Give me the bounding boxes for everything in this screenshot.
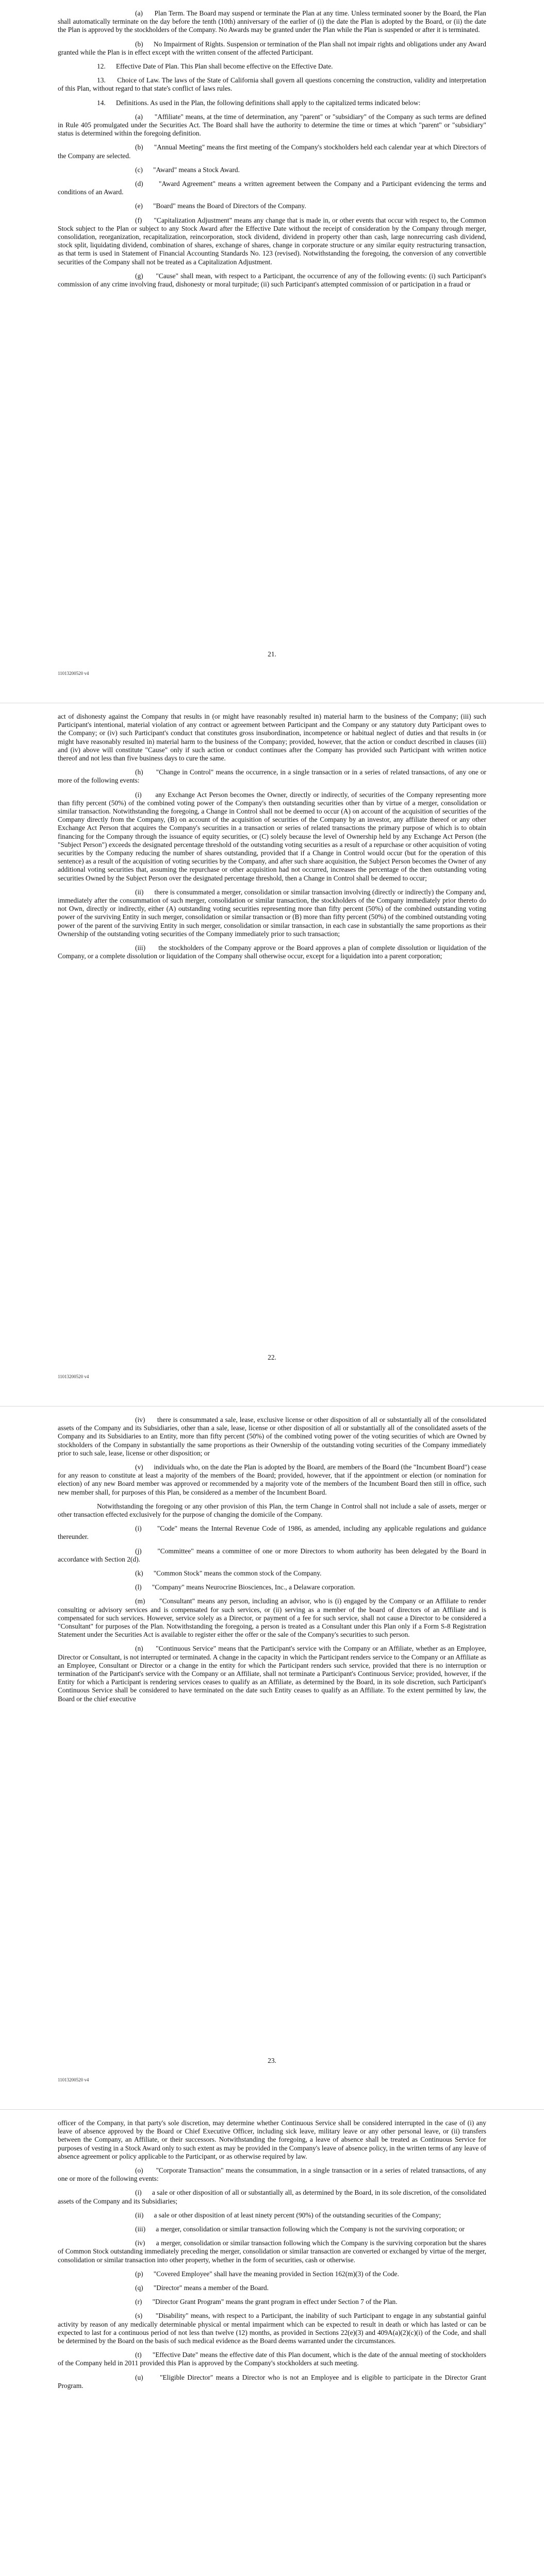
paragraph: (v) individuals who, on the date the Plan is adopted by the Board, are members of the Board (the "Incumbent Board") cease for any reason to constitute at least a majority of the members of the Board; provided, however, that if the appointment or election (or nomination for election) of any new Board member was approved or recommended by a majority vote of the members of the Incumbent Board then still in office, such new member shall, for purposes of this Plan, be considered as a member of the Incumbent Board. — [58, 1463, 486, 1496]
page-24 — [0, 2110, 544, 2576]
paragraph: (d) "Award Agreement" means a written agreement between the Company and a Participant evidencing the terms and conditions of an Award. — [58, 180, 486, 196]
paragraph: (h) "Change in Control" means the occurrence, in a single transaction or in a series of related transactions, of any one or more of the following events: — [58, 768, 486, 785]
paragraph: (t) "Effective Date" means the effective date of this Plan document, which is the date of the annual meeting of stockholders of the Company held in 2011 provided this Plan is approved by the Company's stockholders at such meeting. — [58, 2351, 486, 2367]
paragraph: (p) "Covered Employee" shall have the meaning provided in Section 162(m)(3) of the Code. — [135, 2269, 399, 2278]
document-id: 11013200520 v4 — [58, 671, 89, 676]
paragraph: (a) Plan Term. The Board may suspend or terminate the Plan at any time. Unless terminated sooner by the Board, the Plan shall automatically terminate on the day before the tenth (10th) anniversary of the earlier of (i) the date the Plan is adopted by the Board, or (ii) the date the Plan is approved by the stockholders of the Company. No Awards may be granted under the Plan while the Plan is suspended or after it is terminated. — [58, 9, 486, 34]
document-id: 11013200520 v4 — [58, 2077, 89, 2082]
document-id: 11013200520 v4 — [58, 1374, 89, 1379]
paragraph: (iii) the stockholders of the Company approve or the Board approves a plan of complete dissolution or liquidation of the Company, or a complete dissolution or liquidation of the Company shall otherwise occur, except for a liquidation into a parent corporation; — [58, 944, 486, 960]
paragraph: act of dishonesty against the Company that results in (or might have reasonably resulted in) material harm to the business of the Company; (iii) such Participant's intentional, material violation of any contract or agreement between Participant and the Company or any statutory duty Participant owes to the Company; or (iv) such Participant's conduct that constitutes gross insubordination, incompetence or habitual neglect of duties and that results in (or might have reasonably resulted in) material harm to the business of the Company; provided, however, that the action or conduct described in clauses (iii) and (iv) above will constitute "Cause" only if such action or conduct continues after the Company has provided such Participant with written notice thereof and not less than five business days to cure the same. — [58, 713, 486, 762]
page-23 — [0, 1406, 544, 2110]
page-content — [58, 9, 486, 294]
paragraph: (o) "Corporate Transaction" means the consummation, in a single transaction or in a series of related transactions, of any one or more of the following events: — [58, 2166, 486, 2183]
paragraph: (g) "Cause" shall mean, with respect to a Participant, the occurrence of any of the following events: (i) such Participant's commission of any crime involving fraud, dishonesty or moral turpitude; (ii) such Participant's attempted commission of or participation in a fraud or — [58, 272, 486, 289]
page-content — [58, 1416, 486, 1709]
paragraph: (i) a sale or other disposition of all or substantially all, as determined by the Board, in its sole discretion, of the consolidated assets of the Company and its Subsidiaries; — [58, 2189, 486, 2205]
paragraph: 12. Effective Date of Plan. This Plan shall become effective on the Effective Date. — [97, 62, 333, 71]
paragraph: (ii) a sale or other disposition of at least ninety percent (90%) of the outstanding securities of the Company; — [135, 2211, 441, 2219]
paragraph: (b) "Annual Meeting" means the first meeting of the Company's stockholders held each calendar year at which Directors of the Company are selected. — [58, 143, 486, 160]
paragraph: (ii) there is consummated a merger, consolidation or similar transaction involving (directly or indirectly) the Company and, immediately after the consummation of such merger, consolidation or similar transaction, the stockholders of the Company immediately prior thereto do not Own, directly or indirectly, either (A) outstanding voting securities representing more than fifty percent (50%) of the combined outstanding voting power of the surviving Entity in such merger, consolidation or similar transaction or (B) more than fifty percent (50%) of the combined outstanding voting power of the parent of the surviving Entity in such merger, consolidation or similar transaction, in each case in substantially the same proportions as their Ownership of the outstanding voting securities of the Company immediately prior to such transaction; — [58, 888, 486, 938]
paragraph: (i) any Exchange Act Person becomes the Owner, directly or indirectly, of securities of the Company representing more than fifty percent (50%) of the combined voting power of the Company's then outstanding securities other than by virtue of a merger, consolidation or similar transaction. Notwithstanding the foregoing, a Change in Control shall not be deemed to occur (A) on account of the acquisition of securities of the Company directly from the Company, (B) on account of the acquisition of securities of the Company by an investor, any affiliate thereof or any other Exchange Act Person that acquires the Company's securities in a transaction or series of related transactions the primary purpose of which is to obtain financing for the Company through the issuance of equity securities, or (C) solely because the level of Ownership held by any Exchange Act Person (the "Subject Person") exceeds the designated percentage threshold of the outstanding voting securities as a result of a repurchase or other acquisition of voting securities by the Company reducing the number of shares outstanding, provided that if a Change in Control would occur (but for the operation of this sentence) as a result of the acquisition of voting securities by the Company, and after such share acquisition, the Subject Person becomes the Owner of any additional voting securities that, assuming the repurchase or other acquisition had not occurred, increases the percentage of the then outstanding voting securities Owned by the Subject Person over the designated percentage threshold, then a Change in Control shall be deemed to occur; — [58, 790, 486, 882]
paragraph: (b) No Impairment of Rights. Suspension or termination of the Plan shall not impair rights and obligations under any Award granted while the Plan is in effect except with the written consent of the affected Participant. — [58, 40, 486, 56]
page-22 — [0, 703, 544, 1406]
paragraph: (m) "Consultant" means any person, including an advisor, who is (i) engaged by the Company or an Affiliate to render consulting or advisory services and is compensated for such services, or (ii) serving as a member of the board of directors of an Affiliate and is compensated for such services. However, service solely as a Director, or payment of a fee for such service, shall not cause a Director to be considered a "Consultant" for purposes of the Plan. Notwithstanding the foregoing, a person is treated as a Consultant under this Plan only if a Form S-8 Registration Statement under the Securities Act is available to register either the offer or the sale of the Company's securities to such person. — [58, 1597, 486, 1639]
paragraph: (iv) a merger, consolidation or similar transaction following which the Company is the surviving corporation but the shares of Common Stock outstanding immediately preceding the merger, consolidation or similar transaction are converted or exchanged by virtue of the merger, consolidation or similar transaction into other property, whether in the form of securities, cash or otherwise. — [58, 2239, 486, 2264]
paragraph: (iii) a merger, consolidation or similar transaction following which the Company is not the surviving corporation; or — [135, 2225, 465, 2233]
paragraph: (i) "Code" means the Internal Revenue Code of 1986, as amended, including any applicable regulations and guidance thereunder. — [58, 1524, 486, 1541]
paragraph: (e) "Board" means the Board of Directors of the Company. — [135, 202, 306, 210]
page-content — [58, 713, 486, 966]
paragraph: (iv) there is consummated a sale, lease, exclusive license or other disposition of all or substantially all of the consolidated assets of the Company and its Subsidiaries, other than a sale, lease, license or other disposition of all or substantially all of the consolidated assets of the Company and its Subsidiaries to an Entity, more than fifty percent (50%) of the combined voting power of the voting securities of which are Owned by stockholders of the Company in substantially the same proportions as their Ownership of the outstanding voting securities of the Company immediately prior to such sale, lease, license or other disposition; or — [58, 1416, 486, 1457]
page-content — [58, 2119, 486, 2396]
page-number: 23. — [268, 2057, 276, 2064]
paragraph: (l) "Company" means Neurocrine Biosciences, Inc., a Delaware corporation. — [135, 1583, 356, 1591]
paragraph: Notwithstanding the foregoing or any other provision of this Plan, the term Change in Control shall not include a sale of assets, merger or other transaction effected exclusively for the purpose of changing the domicile of the Company. — [58, 1502, 486, 1519]
page-number: 21. — [268, 650, 276, 658]
paragraph: (r) "Director Grant Program" means the grant program in effect under Section 7 of the Plan. — [135, 2298, 398, 2306]
paragraph: officer of the Company, in that party's sole discretion, may determine whether Continuous Service shall be considered interrupted in the case of (i) any leave of absence approved by the Board or Chief Executive Officer, including sick leave, military leave or any other personal leave, or (ii) transfers between the Company, an Affiliate, or their successors. Notwithstanding the foregoing, a leave of absence shall be treated as Continuous Service for purposes of vesting in a Stock Award only to such extent as may be provided in the Company's leave of absence policy, in the written terms of any leave of absence agreement or policy applicable to the Participant, or as otherwise required by law. — [58, 2119, 486, 2160]
paragraph: 14. Definitions. As used in the Plan, the following definitions shall apply to the capitalized terms indicated below: — [97, 98, 421, 107]
paragraph: (c) "Award" means a Stock Award. — [135, 165, 240, 174]
page-21 — [0, 0, 544, 703]
paragraph: (k) "Common Stock" means the common stock of the Company. — [135, 1569, 322, 1578]
paragraph: (a) "Affiliate" means, at the time of determination, any "parent" or "subsidiary" of the Company as such terms are defined in Rule 405 promulgated under the Securities Act. The Board shall have the authority to determine the time or times at which "parent" or "subsidiary" status is determined within the foregoing definition. — [58, 112, 486, 138]
paragraph: (s) "Disability" means, with respect to a Participant, the inability of such Participant to engage in any substantial gainful activity by reason of any medically determinable physical or mental impairment which can be expected to result in death or which has lasted or can be expected to last for a continuous period of not less than twelve (12) months, as provided in Sections 22(e)(3) and 409A(a)(2)(c)(i) of the Code, and shall be determined by the Board on the basis of such medical evidence as the Board deems warranted under the circumstances. — [58, 2312, 486, 2345]
paragraph: (u) "Eligible Director" means a Director who is not an Employee and is eligible to participate in the Director Grant Program. — [58, 2373, 486, 2389]
paragraph: (n) "Continuous Service" means that the Participant's service with the Company or an Affiliate, whether as an Employee, Director or Consultant, is not interrupted or terminated. A change in the capacity in which the Participant renders service to the Company or an Affiliate as an Employee, Consultant or Director or a change in the entity for which the Participant renders such service, provided that there is no interruption or termination of the Participant's service with the Company or an Affiliate, shall not terminate a Participant's Continuous Service; provided, however, if the Entity for which a Participant is rendering services ceases to qualify as an Affiliate, as determined by the Board, in its sole discretion, such Participant's Continuous Service shall be considered to have terminated on the date such Entity ceases to qualify as an Affiliate. To the extent permitted by law, the Board or the chief executive — [58, 1645, 486, 1703]
paragraph: (q) "Director" means a member of the Board. — [135, 2284, 269, 2292]
page-number: 22. — [268, 1353, 276, 1361]
paragraph: (j) "Committee" means a committee of one or more Directors to whom authority has been delegated by the Board in accordance with Section 2(d). — [58, 1547, 486, 1563]
paragraph: (f) "Capitalization Adjustment" means any change that is made in, or other events that occur with respect to, the Common Stock subject to the Plan or subject to any Stock Award after the Effective Date without the receipt of consideration by the Company through merger, consolidation, reorganization, recapitalization, reincorporation, stock dividend, dividend in property other than cash, large nonrecurring cash dividend, stock split, liquidating dividend, combination of shares, exchange of shares, change in corporate structure or any similar equity restructuring transaction, as that term is used in Statement of Financial Accounting Standards No. 123 (revised). Notwithstanding the foregoing, the conversion of any convertible securities of the Company shall not be treated as a Capitalization Adjustment. — [58, 216, 486, 266]
paragraph: 13. Choice of Law. The laws of the State of California shall govern all questions concerning the construction, validity and interpretation of this Plan, without regard to that state's conflict of laws rules. — [58, 76, 486, 93]
